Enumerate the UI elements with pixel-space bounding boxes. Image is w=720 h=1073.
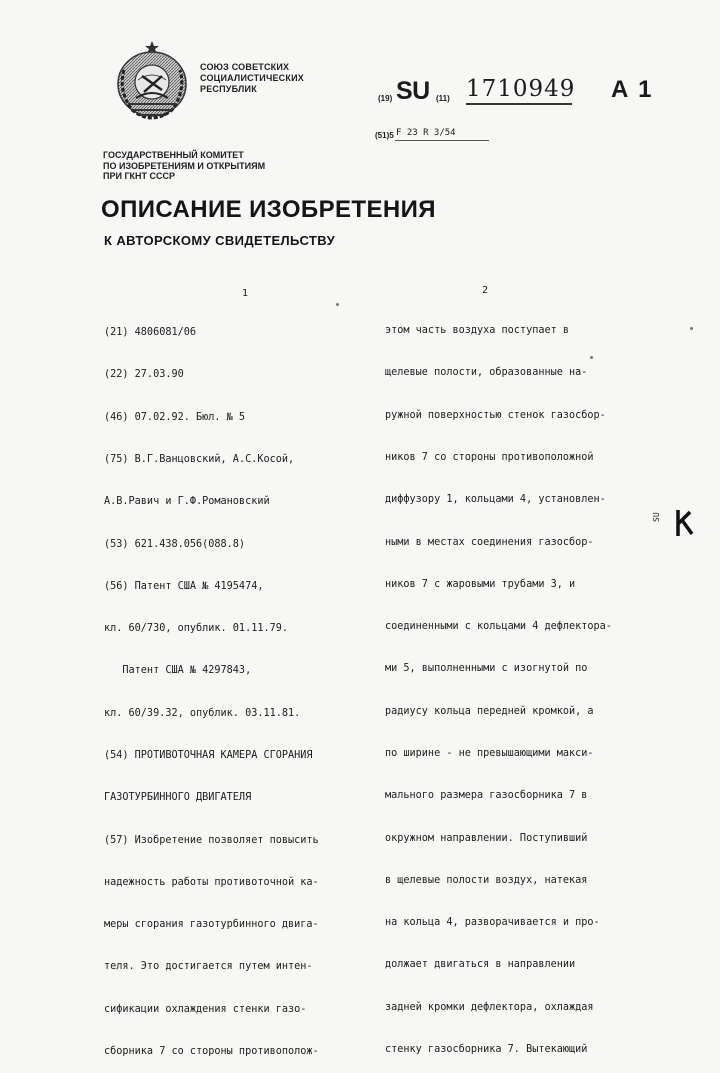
document-kind: A 1 xyxy=(611,76,654,103)
side-mark xyxy=(674,506,696,540)
scan-speck xyxy=(336,303,339,306)
text-line: соединенными с кольцами 4 дефлектора- xyxy=(385,621,612,633)
country-line: РЕСПУБЛИК xyxy=(200,84,257,94)
country-line: СОЦИАЛИСТИЧЕСКИХ xyxy=(200,73,304,83)
code-51-label: (51)5 xyxy=(375,131,394,140)
text-line: в щелевые полости воздух, натекая xyxy=(385,874,588,886)
column-2-number: 2 xyxy=(482,285,489,296)
text-line: щелевые полости, образованные на- xyxy=(385,367,588,379)
text-line: ружной поверхностью стенок газосбор- xyxy=(385,409,606,421)
code-19-label: (19) xyxy=(378,94,393,103)
text-line: стенку газосборника 7. Вытекающий xyxy=(385,1043,588,1055)
text-line: мального размера газосборника 7 в xyxy=(385,790,588,802)
text-line: на кольца 4, разворачивается и про- xyxy=(385,917,600,929)
country-line: СОЮЗ СОВЕТСКИХ xyxy=(200,62,290,72)
country-code: SU xyxy=(396,77,430,105)
patent-number-underline xyxy=(466,103,572,105)
country-name xyxy=(200,62,340,95)
ipc-class: F 23 R 3/54 xyxy=(396,128,456,138)
text-line: (53) 621.438.056(088.8) xyxy=(104,538,246,550)
column-1-number: 1 xyxy=(242,288,249,299)
text-line: кл. 60/39.32, опублик. 03.11.81. xyxy=(104,707,301,719)
text-line: должает двигаться в направлении xyxy=(385,959,576,971)
committee-line: ПРИ ГКНТ СССР xyxy=(103,171,176,181)
text-line: кл. 60/730, опублик. 01.11.79. xyxy=(104,623,289,635)
side-code: SU xyxy=(652,512,661,522)
text-line: (75) В.Г.Ванцовский, А.С.Косой, xyxy=(104,454,295,466)
document-subtitle: К АВТОРСКОМУ СВИДЕТЕЛЬСТВУ xyxy=(104,233,336,248)
text-line: (56) Патент США № 4195474, xyxy=(104,580,264,592)
column-2-text xyxy=(385,296,612,1071)
text-line: этом часть воздуха поступает в xyxy=(385,325,570,337)
text-line: (54) ПРОТИВОТОЧНАЯ КАМЕРА СГОРАНИЯ xyxy=(104,750,313,761)
column-1-text xyxy=(104,298,319,1073)
text-line: задней кромки дефлектора, охлаждая xyxy=(385,1001,594,1013)
text-line: (22) 27.03.90 xyxy=(104,369,184,381)
text-line: (57) Изобретение позволяет повысить xyxy=(104,834,319,846)
state-emblem xyxy=(114,40,190,122)
code-11-label: (11) xyxy=(436,94,450,103)
text-line: сборника 7 со стороны противополож- xyxy=(104,1045,319,1057)
text-line: ГАЗОТУРБИННОГО ДВИГАТЕЛЯ xyxy=(104,792,252,804)
text-line: по ширине - не превышающими макси- xyxy=(385,748,594,759)
ipc-underline xyxy=(395,140,489,141)
text-line: Патент США № 4297843, xyxy=(104,665,252,677)
text-line: ми 5, выполненными с изогнутой по xyxy=(385,663,588,675)
text-line: надежность работы противоточной ка- xyxy=(104,876,319,888)
text-line: радиусу кольца передней кромкой, а xyxy=(385,705,594,717)
text-line: ников 7 со стороны противоположной xyxy=(385,452,594,464)
scan-speck xyxy=(590,356,593,359)
text-line: (46) 07.02.92. Бюл. № 5 xyxy=(104,411,246,423)
document-title: ОПИСАНИЕ ИЗОБРЕТЕНИЯ xyxy=(101,196,436,223)
text-line: меры сгорания газотурбинного двига- xyxy=(104,919,319,931)
scan-speck xyxy=(690,327,693,330)
text-line: (21) 4806081/06 xyxy=(104,327,197,339)
text-line: ными в местах соединения газосбор- xyxy=(385,536,594,548)
text-line: теля. Это достигается путем интен- xyxy=(104,961,313,973)
committee-line: ГОСУДАРСТВЕННЫЙ КОМИТЕТ xyxy=(103,150,244,160)
text-line: сификации охлаждения стенки газо- xyxy=(104,1003,307,1015)
text-line: ников 7 с жаровыми трубами 3, и xyxy=(385,578,576,590)
committee-line: ПО ИЗОБРЕТЕНИЯМ И ОТКРЫТИЯМ xyxy=(103,160,266,171)
text-line: окружном направлении. Поступивший xyxy=(385,832,588,844)
patent-number: 1710949 xyxy=(466,76,576,102)
committee-name xyxy=(103,150,265,182)
text-line: А.В.Равич и Г.Ф.Романовский xyxy=(104,496,270,508)
text-line: диффузору 1, кольцами 4, установлен- xyxy=(385,494,606,506)
